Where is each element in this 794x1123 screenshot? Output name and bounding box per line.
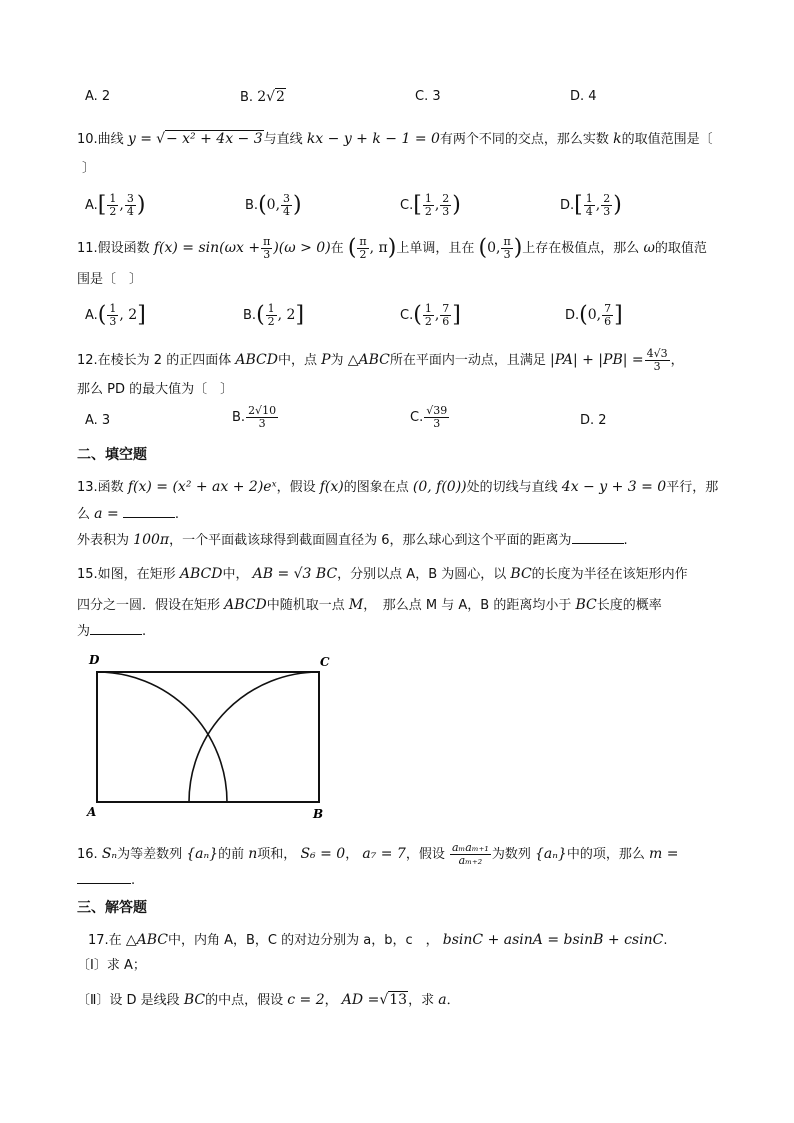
- q10-curve-lhs: y =: [127, 131, 152, 147]
- q17-part1: 〔Ⅰ〕求 A；: [77, 958, 146, 973]
- q13-stem: [77, 478, 718, 497]
- q11-option-d: D.(0, $\frac{7}{6}$ ]: [565, 302, 623, 328]
- q15-line3-prefix: 为: [77, 624, 91, 639]
- q9-option-b-radicand: 2: [276, 89, 285, 105]
- q13-mid3: 处的切线与直线: [466, 480, 558, 495]
- section-fill-in-heading: 二、填空题: [77, 447, 147, 463]
- q15-prefix: 15.如图，在矩形: [77, 567, 176, 582]
- q13-tail: 平行，那: [666, 480, 719, 495]
- q9-option-b-coef: 2: [257, 89, 267, 105]
- q11-option-d-label: D.: [565, 308, 580, 323]
- q15-bc: BC: [510, 566, 532, 582]
- q10-option-c-label: C.: [400, 198, 414, 213]
- q17-prefix: 17.在: [88, 933, 122, 948]
- q10-line-equation: kx − y + k − 1 = 0: [306, 131, 440, 147]
- q9-option-c: C. 3: [415, 89, 441, 104]
- q16-t5: ，假设: [405, 847, 445, 862]
- q12-option-c-label: C.: [410, 410, 424, 425]
- q12-solid: ABCD: [235, 352, 278, 368]
- q12-option-d: D. 2: [580, 413, 607, 428]
- q15-line2-bc: BC: [575, 597, 597, 613]
- q16-frac-numerator: aₘaₘ₊₁: [452, 841, 489, 854]
- q14-area: 100π: [133, 532, 170, 548]
- q16-t7: 中的项，那么: [566, 847, 645, 862]
- q11-omega: ω: [643, 240, 655, 256]
- q13-prefix: 13.函数: [77, 480, 124, 495]
- q11-function: f(x) = sin(ωx +: [153, 240, 261, 256]
- section-solution-heading: 三、解答题: [77, 900, 147, 916]
- q13-function: f(x) = (x² + ax + 2)eˣ: [127, 479, 277, 495]
- q12-prefix: 12.在棱长为 2 的正四面体: [77, 353, 232, 368]
- q17-part2-a: 〔Ⅱ〕设 D 是线段: [77, 993, 180, 1008]
- q11-extreme: 上存在极值点，那么: [522, 241, 640, 256]
- q12-option-a: A. 3: [85, 413, 111, 428]
- q16-stem: [77, 842, 678, 867]
- q13-answer-blank[interactable]: [123, 505, 175, 518]
- vertex-label-c: C: [320, 655, 330, 669]
- q15-end: .: [142, 624, 147, 639]
- q15-mid: 中，: [222, 567, 249, 582]
- q16-t1: 为等差数列: [117, 847, 183, 862]
- q13-point: (0, f(0)): [412, 479, 467, 495]
- q15-tail: 的长度为半径在该矩形内作: [531, 567, 688, 582]
- q15-stem: [77, 565, 688, 584]
- q16-s6: S₆ = 0: [300, 846, 346, 862]
- q17-equation: bsinC + asinA = bsinB + csinC: [442, 932, 664, 948]
- q16-t6: 为数列: [491, 847, 531, 862]
- q10-option-b-label: B.: [245, 198, 259, 213]
- q16-a7: a₇ = 7: [362, 846, 406, 862]
- q14-stem: [77, 531, 628, 550]
- q10-suffix: 有两个不同的交点，那么实数: [439, 132, 609, 147]
- q13-a-equals: a =: [94, 506, 119, 522]
- q16-an2: {aₙ}: [534, 846, 567, 862]
- q12-triangle: △ABC: [347, 352, 390, 368]
- q13-mid2: 的图象在点: [343, 480, 409, 495]
- q16-an: {aₙ}: [186, 846, 219, 862]
- q9-option-d: D. 4: [570, 89, 597, 104]
- q12-line2: 那么 PD 的最大值为〔 〕: [77, 382, 234, 397]
- q16-answer-blank[interactable]: [77, 871, 131, 884]
- q11-in: 在: [330, 241, 344, 256]
- vertex-label-d: D: [89, 653, 100, 667]
- q17-stem: [88, 931, 667, 950]
- q12-option-b-label: B.: [232, 410, 246, 425]
- q11-option-b: B.( $\frac{1}{2}$ , 2]: [243, 302, 305, 328]
- q9-option-b: B. 2√2: [240, 89, 285, 105]
- q10-var-k: k: [613, 131, 622, 147]
- q10-stem: 10.曲线 y = √− x² + 4x − 3与直线 kx − y + k − 1 = 0有两个不同的交点，那么实数 k的取值范围是〔: [77, 131, 713, 147]
- q9-option-b-label: B.: [240, 90, 254, 105]
- q10-curve-radicand: − x² + 4x − 3: [165, 131, 263, 147]
- q15-answer-blank[interactable]: [90, 622, 142, 635]
- q10-option-d: D.[ $\frac{1}{4}$ , $\frac{2}{3}$ ): [560, 192, 622, 218]
- q10-mid: 与直线: [263, 132, 303, 147]
- q11-option-c-label: C.: [400, 308, 414, 323]
- q11-line2: 围是〔 〕: [77, 272, 143, 287]
- q14-end: .: [623, 533, 628, 548]
- q16-n: n: [248, 846, 258, 862]
- q17-part2-bc: BC: [183, 992, 206, 1008]
- q12-mid: 中，点: [277, 353, 317, 368]
- q15-line3: [77, 622, 146, 641]
- q17-part2-end: ．: [446, 993, 460, 1008]
- q13-line2-prefix: 么: [77, 507, 91, 522]
- q12-mid3: 所在平面内一动点，且满足: [389, 353, 546, 368]
- q12-vector-sum: |PA| + |PB| =: [550, 352, 644, 368]
- q13-fx: f(x): [319, 479, 344, 495]
- q14-text: ，一个平面截该球得到截面圆直径为 6，那么球心到这个平面的距离为: [169, 533, 572, 548]
- q11-prefix: 11.假设函数: [77, 241, 150, 256]
- q15-line2-rect: ABCD: [224, 597, 267, 613]
- q14-prefix: 外表积为: [77, 533, 130, 548]
- q17-part2-ad: AD =: [341, 992, 380, 1008]
- q17-end: .: [663, 933, 668, 948]
- q15-line2-m: M: [348, 597, 364, 613]
- q17-part2-radicand: 13: [389, 992, 408, 1008]
- q17-triangle: △ABC: [125, 932, 168, 948]
- q11-stem: 11.假设函数 f(x) = sin(ωx + $\frac{\pi}{3}$ )(ω > 0)在 ( $\frac{\pi}{2}$ , π)上单调，且在 (0, $\frac{\pi}{3}$ )上存在极值点，那么 ω的取值范: [77, 235, 707, 261]
- q10-option-a: A.[ $\frac{1}{2}$ , $\frac{3}{4}$ ): [85, 192, 146, 218]
- q13-mid: ，假设: [276, 480, 316, 495]
- q10-prefix: 10.曲线: [77, 132, 124, 147]
- q16-line2: [77, 871, 135, 890]
- q15-line2-g: 长度的概率: [596, 598, 662, 613]
- q16-frac-denominator: aₘ₊₂: [458, 854, 483, 867]
- q15-line2: [77, 596, 662, 615]
- q11-option-a-label: A.: [85, 308, 98, 323]
- q10-option-b: B.(0, $\frac{3}{4}$ ): [245, 192, 302, 218]
- q14-answer-blank[interactable]: [572, 531, 624, 544]
- q16-t3: 项和，: [257, 847, 297, 862]
- q10-option-a-label: A.: [85, 198, 98, 213]
- q16-t4: ，: [345, 847, 359, 862]
- q12-option-c: C. $\frac{√39}{3}$: [410, 404, 448, 430]
- q10-option-d-label: D.: [560, 198, 575, 213]
- q11-tail: 的取值范: [654, 241, 707, 256]
- q13-line2: [77, 505, 179, 524]
- quarter-circle-a: [97, 672, 227, 802]
- q12-mid2: 为: [330, 353, 344, 368]
- vertex-label-a: A: [87, 805, 97, 819]
- q17-part2-c: 的中点，假设: [205, 993, 284, 1008]
- q10-option-c: C.[ $\frac{1}{2}$ , $\frac{2}{3}$ ): [400, 192, 461, 218]
- q16-sn: Sₙ: [101, 846, 118, 862]
- q11-option-c: C.( $\frac{1}{2}$ , $\frac{7}{6}$ ]: [400, 302, 461, 328]
- vertex-label-b: B: [313, 807, 324, 820]
- q11-option-b-label: B.: [243, 308, 257, 323]
- quarter-circle-b: [189, 672, 319, 802]
- q12-stem: 12.在棱长为 2 的正四面体 ABCD中，点 P为 △ABC所在平面内一动点，且满足 |PA| + |PB| = $\frac{4√3}{3}$ ，: [77, 347, 684, 373]
- q17-t1: 中，内角 A，B，C 的对边分别为 a，b，c ，: [167, 933, 439, 948]
- q16-t2: 的前: [218, 847, 245, 862]
- q16-end: .: [131, 873, 136, 888]
- q15-line2-a: 四分之一圆．假设在矩形: [77, 598, 221, 613]
- q12-point: P: [321, 352, 331, 368]
- q10-tail: 的取值范围是〔: [621, 132, 713, 147]
- q17-part2-e: ，: [324, 993, 338, 1008]
- q11-option-a: A.( $\frac{1}{3}$ , 2]: [85, 302, 146, 328]
- q16-m-equals: m =: [648, 846, 679, 862]
- q13-end: .: [174, 507, 179, 522]
- q15-mid2: ，分别以点 A，B 为圆心，以: [337, 567, 507, 582]
- q15-line2-e: ， 那么点 M 与 A，B 的距离均小于: [363, 598, 572, 613]
- q17-part2-h: ，求: [408, 993, 435, 1008]
- rectangle-quarter-circles-figure: [75, 648, 345, 820]
- q12-option-b: B. $\frac{2√10}{3}$: [232, 404, 277, 430]
- q13-line-equation: 4x − y + 3 = 0: [561, 479, 667, 495]
- q15-rect: ABCD: [179, 566, 223, 582]
- q15-equation: AB = √3 BC: [252, 566, 338, 582]
- q9-option-a: A. 2: [85, 89, 111, 104]
- q17-part2-c-value: c = 2: [287, 992, 325, 1008]
- q17-part2-a-var: a: [438, 992, 447, 1008]
- rectangle-abcd: [97, 672, 319, 802]
- q17-part2: 〔Ⅱ〕设 D 是线段 BC的中点，假设 c = 2， AD =√13，求 a．: [77, 992, 460, 1008]
- q15-line2-c: 中随机取一点: [266, 598, 345, 613]
- q16-prefix: 16.: [77, 847, 98, 862]
- q11-monotone: 上单调，且在: [396, 241, 475, 256]
- q10-close: 〕: [82, 161, 96, 176]
- q11-function-close: )(ω > 0): [273, 240, 331, 256]
